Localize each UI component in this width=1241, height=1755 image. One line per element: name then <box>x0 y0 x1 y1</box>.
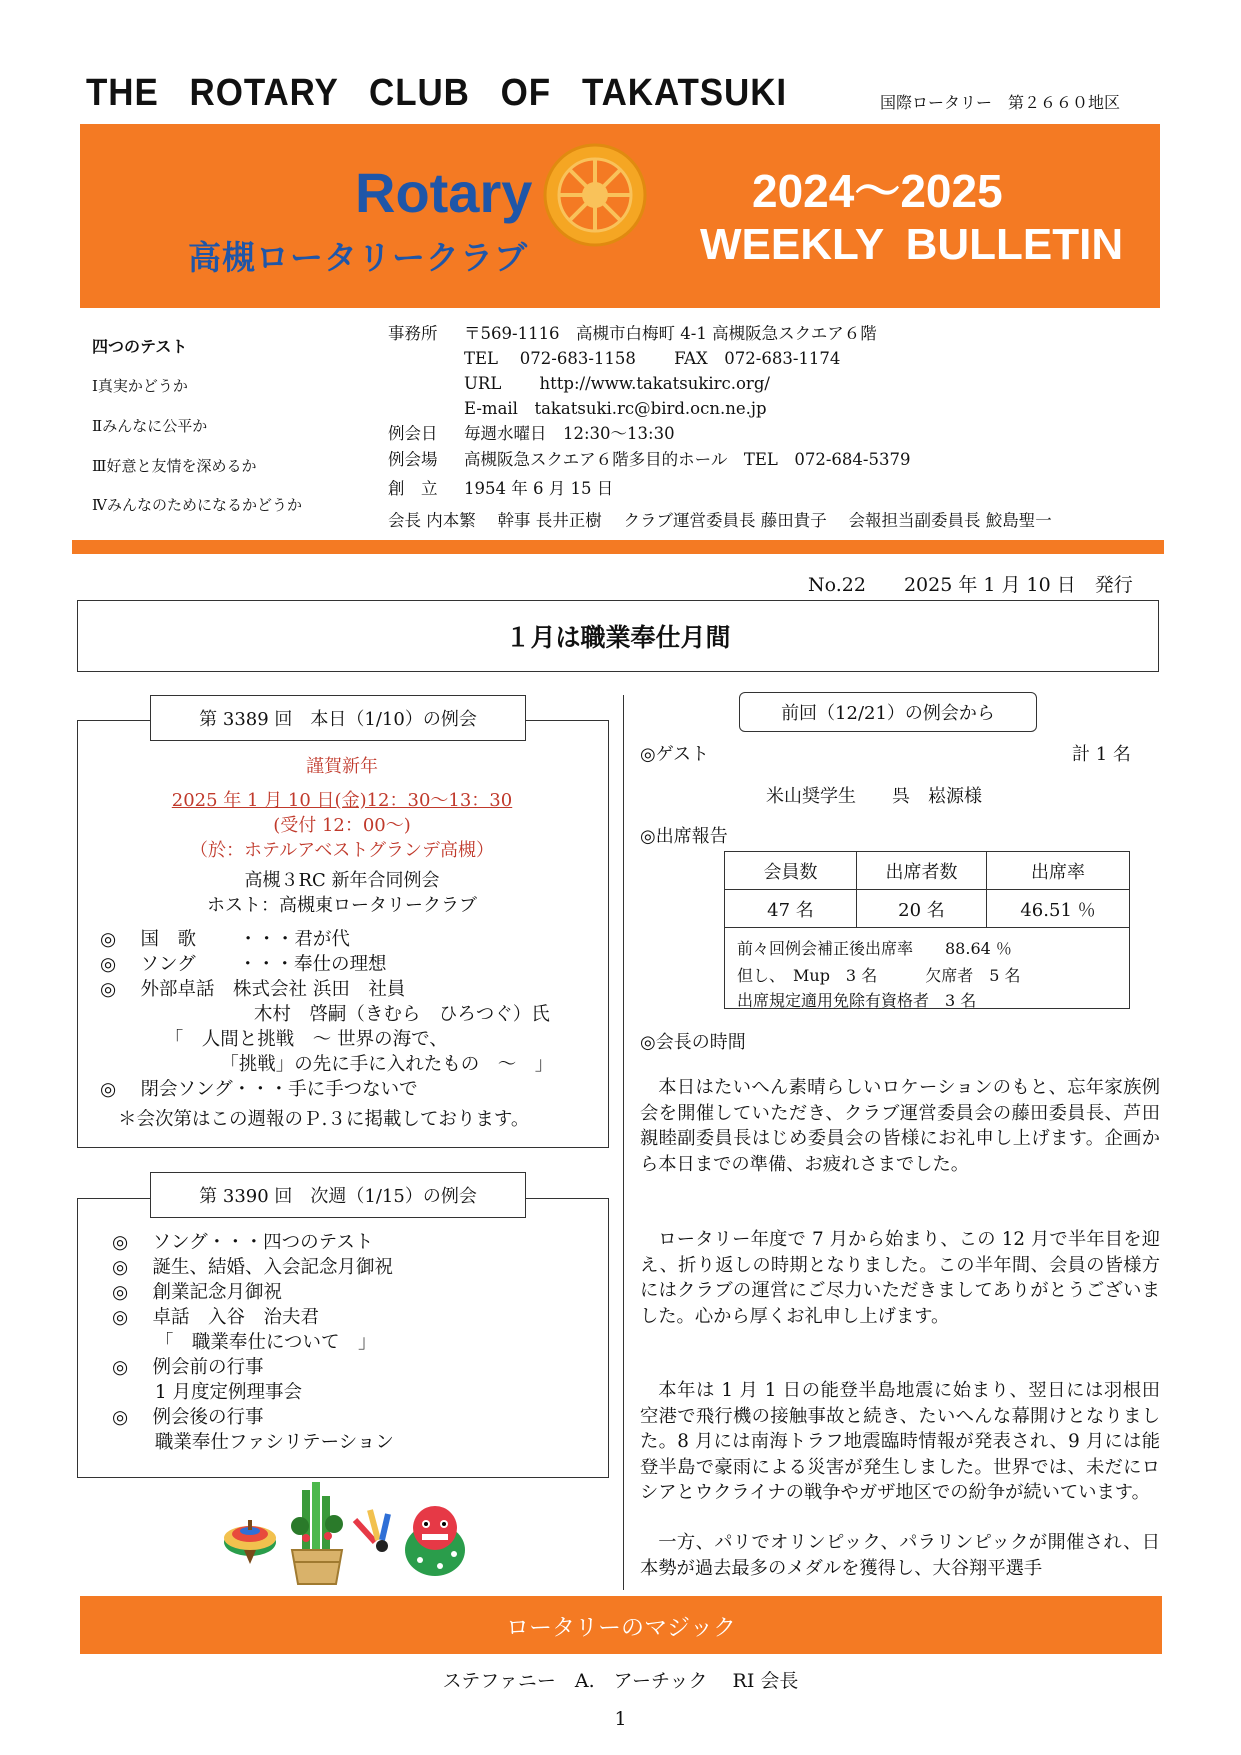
office-row <box>388 320 877 344</box>
next-program-line: 1 月度定例理事会 <box>112 1382 303 1403</box>
next-meeting-title: 第 3390 回 次週（1/15）の例会 <box>150 1172 526 1218</box>
today-meeting-title: 第 3389 回 本日（1/10）の例会 <box>150 695 526 741</box>
club-name-jp: 高槻ロータリークラブ <box>188 238 528 277</box>
venue-label: 例会場 <box>388 450 438 469</box>
month-theme: １月は職業奉仕月間 <box>77 600 1159 672</box>
program-line: 「 人間と挑戦 ～ 世界の海で、 <box>100 1029 448 1050</box>
next-program-line: ◎ 創業記念月御祝 <box>112 1282 283 1303</box>
test-item: Ⅱみんなに公平か <box>92 417 208 435</box>
rotary-logo-text: Rotary <box>355 161 533 224</box>
kadomatsu-icon <box>291 1482 343 1584</box>
founded-row <box>388 475 613 499</box>
guest-name: 米山奨学生 呉 崧源様 <box>766 786 982 807</box>
club-title: THE ROTARY CLUB OF TAKATSUKI <box>86 72 788 114</box>
greeting: 謹賀新年 <box>306 756 378 777</box>
founded-date: 1954 年 6 月 15 日 <box>464 479 614 498</box>
program-line: 木村 啓嗣（きむら ひろつぐ）氏 <box>100 1004 550 1025</box>
page-number: 1 <box>614 1708 627 1730</box>
column-divider <box>623 695 624 1590</box>
bulletin-year: 2024～2025 <box>752 165 1003 217</box>
next-program-line: ◎ ソング・・・四つのテスト <box>112 1232 374 1253</box>
previous-meeting-title: 前回（12/21）の例会から <box>739 692 1037 732</box>
table-cell: 47 名 <box>725 890 857 928</box>
spinning-top-icon <box>224 1520 276 1564</box>
next-program-line: ◎ 例会後の行事 <box>112 1407 264 1428</box>
table-header: 会員数 <box>725 852 857 890</box>
attendance-note: 出席規定適用免除有資格者 3 名 <box>737 991 977 1010</box>
test-item: Ⅲ好意と友情を深めるか <box>92 457 257 475</box>
bulletin-title: WEEKLY BULLETIN <box>700 220 1124 269</box>
meeting-day-row <box>388 420 675 444</box>
meeting-day-label: 例会日 <box>388 424 438 443</box>
host-club: ホスト：高槻東ロータリークラブ <box>207 895 477 916</box>
next-program-line: 「 職業奉仕について 」 <box>112 1332 377 1353</box>
ri-president-name: ステファニー A. アーチック RI 会長 <box>442 1670 799 1692</box>
president-paragraph: ロータリー年度で 7 月から始まり、この 12 月で半年目を迎え、折り返しの時期となりました。この半年間、会員の皆様方にはクラブの運営にご尽力いただきましてありがとうございました。心から厚くお礼申し上げます。 <box>640 1229 1160 1327</box>
next-program-line: ◎ 誕生、結婚、入会記念月御祝 <box>112 1257 394 1278</box>
district-label: 国際ロータリー 第２６６０地区 <box>880 93 1121 112</box>
president-time-label: ◎会長の時間 <box>640 1032 746 1053</box>
program-line: ◎ 国 歌 ・・・君が代 <box>100 929 350 950</box>
event-name: 高槻３RC 新年合同例会 <box>244 870 440 891</box>
four-way-test-title: 四つのテスト <box>92 337 188 356</box>
program-line: ◎ ソング ・・・奉仕の理想 <box>100 954 387 975</box>
divider-bar <box>72 540 1164 554</box>
attendance-label: ◎出席報告 <box>640 826 728 847</box>
program-line: ◎ 閉会ソング・・・手に手つないで <box>100 1079 418 1100</box>
president-paragraph: 本年は 1 月 1 日の能登半島地震に始まり、翌日には羽根田空港で飛行機の接触事故と続き、たいへんな幕開けとなりました。8 月には南海トラフ地震臨時情報が発表され、9 月には能登半島で豪雨による災害が発生しました。世界では、未だにロシアとウクライナの戦争やガザ地区での紛争が続いています。 <box>640 1380 1160 1503</box>
table-cell: 20 名 <box>857 890 987 928</box>
next-program-line: ◎ 卓話 入谷 治夫君 <box>112 1307 320 1328</box>
president-paragraph: 本日はたいへん素晴らしいロケーションのもと、忘年家族例会を開催していただき、クラブ運営委員会の藤田委員長、芦田親睦副委員長はじめ委員会の皆様にお礼申し上げます。企画から本日までの準備、お疲れさまでした。 <box>640 1077 1160 1175</box>
meeting-venue: （於：ホテルアベストグランデ高槻） <box>189 840 495 861</box>
program-line: ◎ 外部卓話 株式会社 浜田 社員 <box>100 979 406 1000</box>
office-label: 事務所 <box>388 324 438 343</box>
meeting-day: 毎週水曜日 12:30～13:30 <box>464 424 675 443</box>
guest-label: ◎ゲスト <box>640 744 709 765</box>
venue-row <box>388 446 910 470</box>
tel-fax: TEL 072-683-1158 FAX 072-683-1174 <box>464 349 841 368</box>
rotary-magic-banner: ロータリーのマジック <box>80 1596 1162 1654</box>
program-line: 「挑戦」の先に手に入れたもの ～ 」 <box>100 1054 554 1075</box>
reception-time: (受付 12：00～) <box>273 815 411 836</box>
officers: 会長 内本繁 幹事 長井正樹 クラブ運営委員長 藤田貴子 会報担当副委員長 鮫島聖一 <box>388 511 1052 530</box>
office-address: 〒569-1116 高槻市白梅町 4-1 高槻阪急スクエア６階 <box>464 324 877 343</box>
next-program-line: 職業奉仕ファシリテーション <box>112 1432 394 1453</box>
program-note: ＊会次第はこの週報のＰ.３に掲載しております。 <box>118 1109 530 1130</box>
venue: 高槻阪急スクエア６階多目的ホール TEL 072-684-5379 <box>464 450 911 469</box>
shuttlecock-icon <box>355 1510 388 1552</box>
next-program-line: ◎ 例会前の行事 <box>112 1357 264 1378</box>
email-address[interactable]: E-mail takatsuki.rc@bird.ocn.ne.jp <box>464 399 767 418</box>
website-url[interactable]: URL http://www.takatsukirc.org/ <box>464 374 770 393</box>
new-year-decoration-icon <box>210 1480 470 1590</box>
test-item: Ⅳみんなのためになるかどうか <box>92 496 302 514</box>
issue-number: No.22 2025 年 1 月 10 日 発行 <box>808 574 1133 596</box>
meeting-date: 2025 年 1 月 10 日(金)12：30～13：30 <box>171 790 513 811</box>
lion-dance-icon <box>405 1506 465 1576</box>
attendance-table <box>724 851 1130 1009</box>
rotary-wheel-icon <box>540 140 650 250</box>
attendance-note: 但し、 Mup 3 名 欠席者 5 名 <box>737 966 1021 985</box>
guest-total: 計 1 名 <box>1072 744 1131 765</box>
president-paragraph: 一方、パリでオリンピック、パラリンピックが開催され、日本勢が過去最多のメダルを獲得し、大谷翔平選手 <box>640 1532 1160 1579</box>
attendance-note: 前々回例会補正後出席率 88.64 ％ <box>737 939 1012 958</box>
test-item: Ⅰ真実かどうか <box>92 377 188 395</box>
table-cell: 46.51 ％ <box>987 890 1129 928</box>
table-header: 出席率 <box>987 852 1129 890</box>
table-header: 出席者数 <box>857 852 987 890</box>
founded-label: 創 立 <box>388 479 438 498</box>
